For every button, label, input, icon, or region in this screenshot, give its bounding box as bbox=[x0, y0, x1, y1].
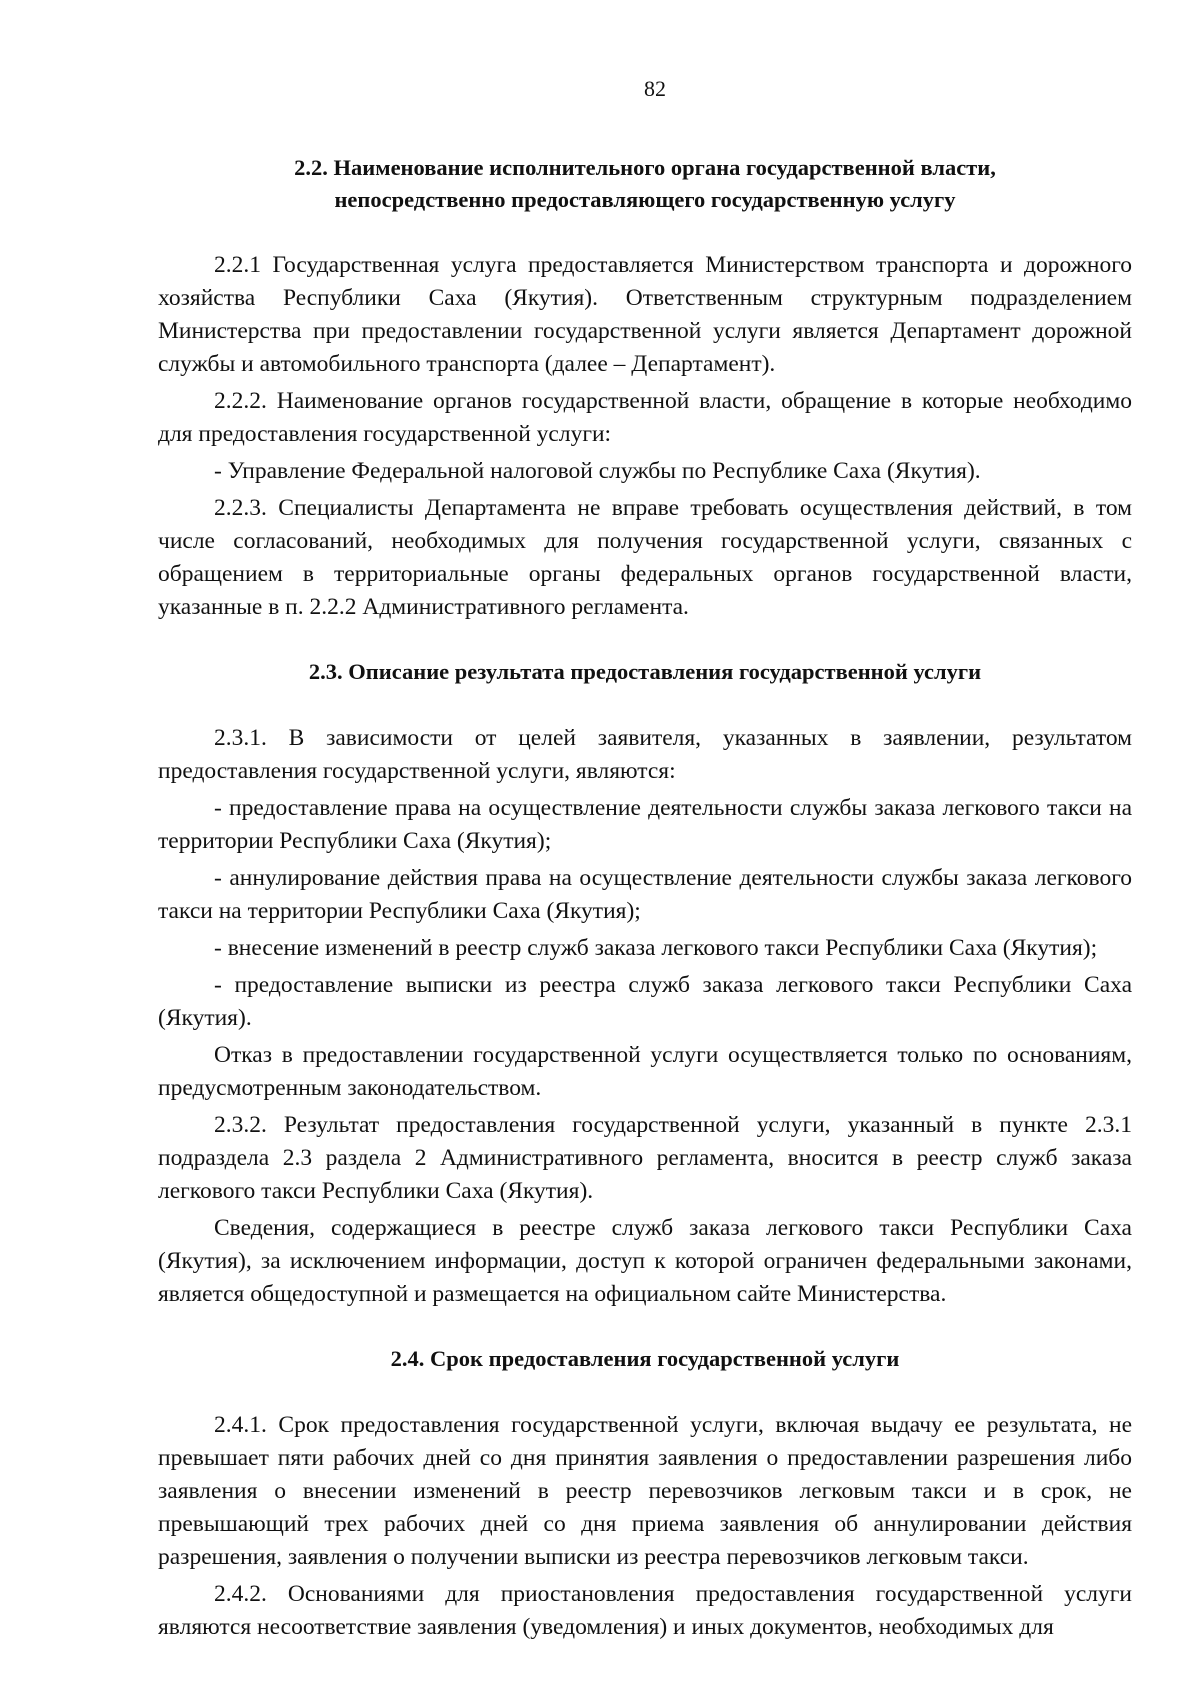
section-2-2 bbox=[158, 152, 1132, 624]
section-2-4 bbox=[158, 1343, 1132, 1644]
paragraph-2-2-2: 2.2.2. Наименование органов государственной власти, обращение в которые необходимо для предоставления государственной услуги: bbox=[158, 388, 1132, 447]
paragraph-2-2-3: 2.2.3. Специалисты Департамента не вправе требовать осуществления действий, в том числе согласований, необходимых для получения государственной услуги, связанных с обращением в территориальные органы федеральных органов государственной власти, указанные в п. 2.2.2 Административного регламента. bbox=[158, 495, 1132, 620]
list-item-registry-changes: - внесение изменений в реестр служб заказа легкового такси Республики Саха (Якутия); bbox=[214, 935, 1098, 961]
paragraph-2-4-1: 2.4.1. Срок предоставления государственной услуги, включая выдачу ее результата, не превышает пяти рабочих дней со дня принятия заявления о предоставлении разрешения либо заявления о внесении изменений в реестр перевозчиков легковым такси и в срок, не превышающий трех рабочих дней со дня приема заявления об аннулировании действия разрешения, заявления о получении выписки из реестра перевозчиков легковым такси. bbox=[158, 1412, 1132, 1570]
section-heading-2-2 bbox=[158, 152, 1132, 216]
section-heading-2-2-line2: непосредственно предоставляющего государственную услугу bbox=[334, 187, 956, 212]
list-item-annul-right: - аннулирование действия права на осуществление деятельности службы заказа легкового такси на территории Республики Саха (Якутия); bbox=[158, 865, 1132, 924]
page-number: 82 bbox=[644, 76, 666, 101]
paragraph-2-4-2: 2.4.2. Основаниями для приостановления предоставления государственной услуги являются несоответствие заявления (уведомления) и иных документов, необходимых для bbox=[158, 1581, 1132, 1640]
section-2-3 bbox=[158, 656, 1132, 1311]
section-heading-2-4: 2.4. Срок предоставления государственной услуги bbox=[390, 1346, 900, 1371]
section-heading-2-2-line1: 2.2. Наименование исполнительного органа государственной власти, bbox=[294, 155, 996, 180]
section-heading-2-3: 2.3. Описание результата предоставления государственной услуги bbox=[308, 659, 982, 684]
paragraph-2-3-1: 2.3.1. В зависимости от целей заявителя, указанных в заявлении, результатом предоставления государственной услуги, являются: bbox=[158, 725, 1132, 784]
paragraph-2-3-2: 2.3.2. Результат предоставления государственной услуги, указанный в пункте 2.3.1 подраздела 2.3 раздела 2 Административного регламента, вносится в реестр служб заказа легкового такси Республики Саха (Якутия). bbox=[158, 1112, 1132, 1204]
list-item-grant-right: - предоставление права на осуществление деятельности службы заказа легкового такси на территории Республики Саха (Якутия); bbox=[158, 795, 1132, 854]
paragraph-2-2-1: 2.2.1 Государственная услуга предоставляется Министерством транспорта и дорожного хозяйства Республики Саха (Якутия). Ответственным структурным подразделением Министерства при предоставлении государственной услуги является Департамент дорожной службы и автомобильного транспорта (далее – Департамент). bbox=[158, 252, 1132, 377]
list-item-registry-extract: - предоставление выписки из реестра служб заказа легкового такси Республики Саха (Якутия). bbox=[158, 972, 1132, 1031]
paragraph-refusal: Отказ в предоставлении государственной услуги осуществляется только по основаниям, предусмотренным законодательством. bbox=[158, 1042, 1132, 1101]
list-item-fns: - Управление Федеральной налоговой службы по Республике Саха (Якутия). bbox=[214, 458, 981, 484]
paragraph-registry-info: Сведения, содержащиеся в реестре служб заказа легкового такси Республики Саха (Якутия), за исключением информации, доступ к которой ограничен федеральными законами, является общедоступной и размещается на официальном сайте Министерства. bbox=[158, 1215, 1132, 1307]
